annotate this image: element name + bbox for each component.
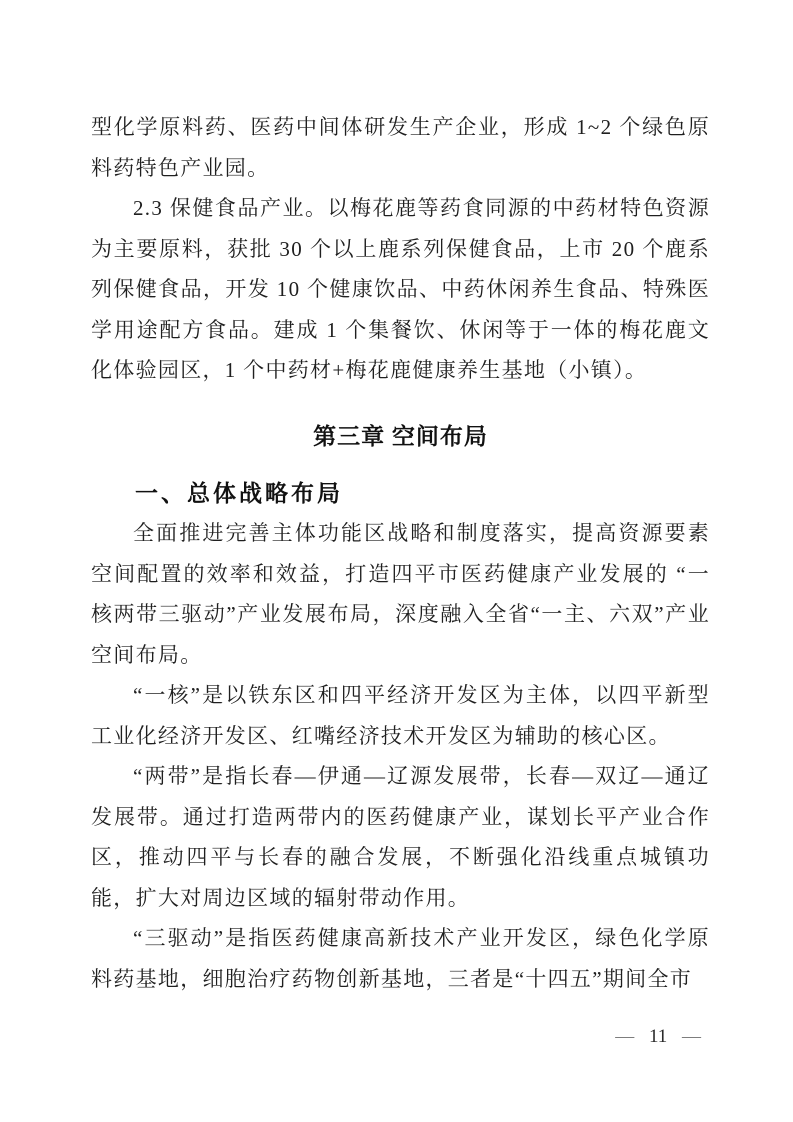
paragraph-one-core: “一核”是以铁东区和四平经济开发区为主体，以四平新型工业化经济开发区、红嘴经济技术开发区为辅助的核心区。	[91, 683, 710, 748]
chapter-heading: 第三章 空间布局	[313, 423, 488, 449]
paragraph-continuation: 型化学原料药、医药中间体研发生产企业，形成 1~2 个绿色原料药特色产业园。	[91, 115, 710, 180]
paragraph-health-food-industry: 2.3 保健食品产业。以梅花鹿等药食同源的中药材特色资源为主要原料，获批 30 个以上鹿系列保健食品，上市 20 个鹿系列保健食品，开发 10 个健康饮品、中药休闲养生食品、特殊医学用途配方食品。建成 1 个集餐饮、休闲等于一体的梅花鹿文化体验园区，1 个中药材+梅花鹿健康养生基地（小镇）。	[91, 196, 710, 382]
footer-left-dash: —	[615, 1026, 635, 1047]
paragraph-overall-strategy: 全面推进完善主体功能区战略和制度落实，提高资源要素空间配置的效率和效益，打造四平市医药健康产业发展的 “一核两带三驱动”产业发展布局，深度融入全省“一主、六双”产业空间布局。	[91, 521, 710, 667]
footer-right-dash: —	[682, 1026, 701, 1047]
paragraph-three-drivers: “三驱动”是指医药健康高新技术产业开发区，绿色化学原料药基地，细胞治疗药物创新基地，三者是“十四五”期间全市	[91, 926, 710, 991]
paragraph-two-belts: “两带”是指长春—伊通—辽源发展带，长春—双辽—通辽发展带。通过打造两带内的医药健康产业，谋划长平产业合作区，推动四平与长春的融合发展，不断强化沿线重点城镇功能，扩大对周边区域的辐射带动作用。	[91, 764, 710, 910]
section-heading: 一、总体战略布局	[135, 479, 343, 506]
footer-page-number: 11	[648, 1026, 668, 1047]
page-content	[91, 107, 710, 999]
page-number	[615, 1024, 701, 1050]
